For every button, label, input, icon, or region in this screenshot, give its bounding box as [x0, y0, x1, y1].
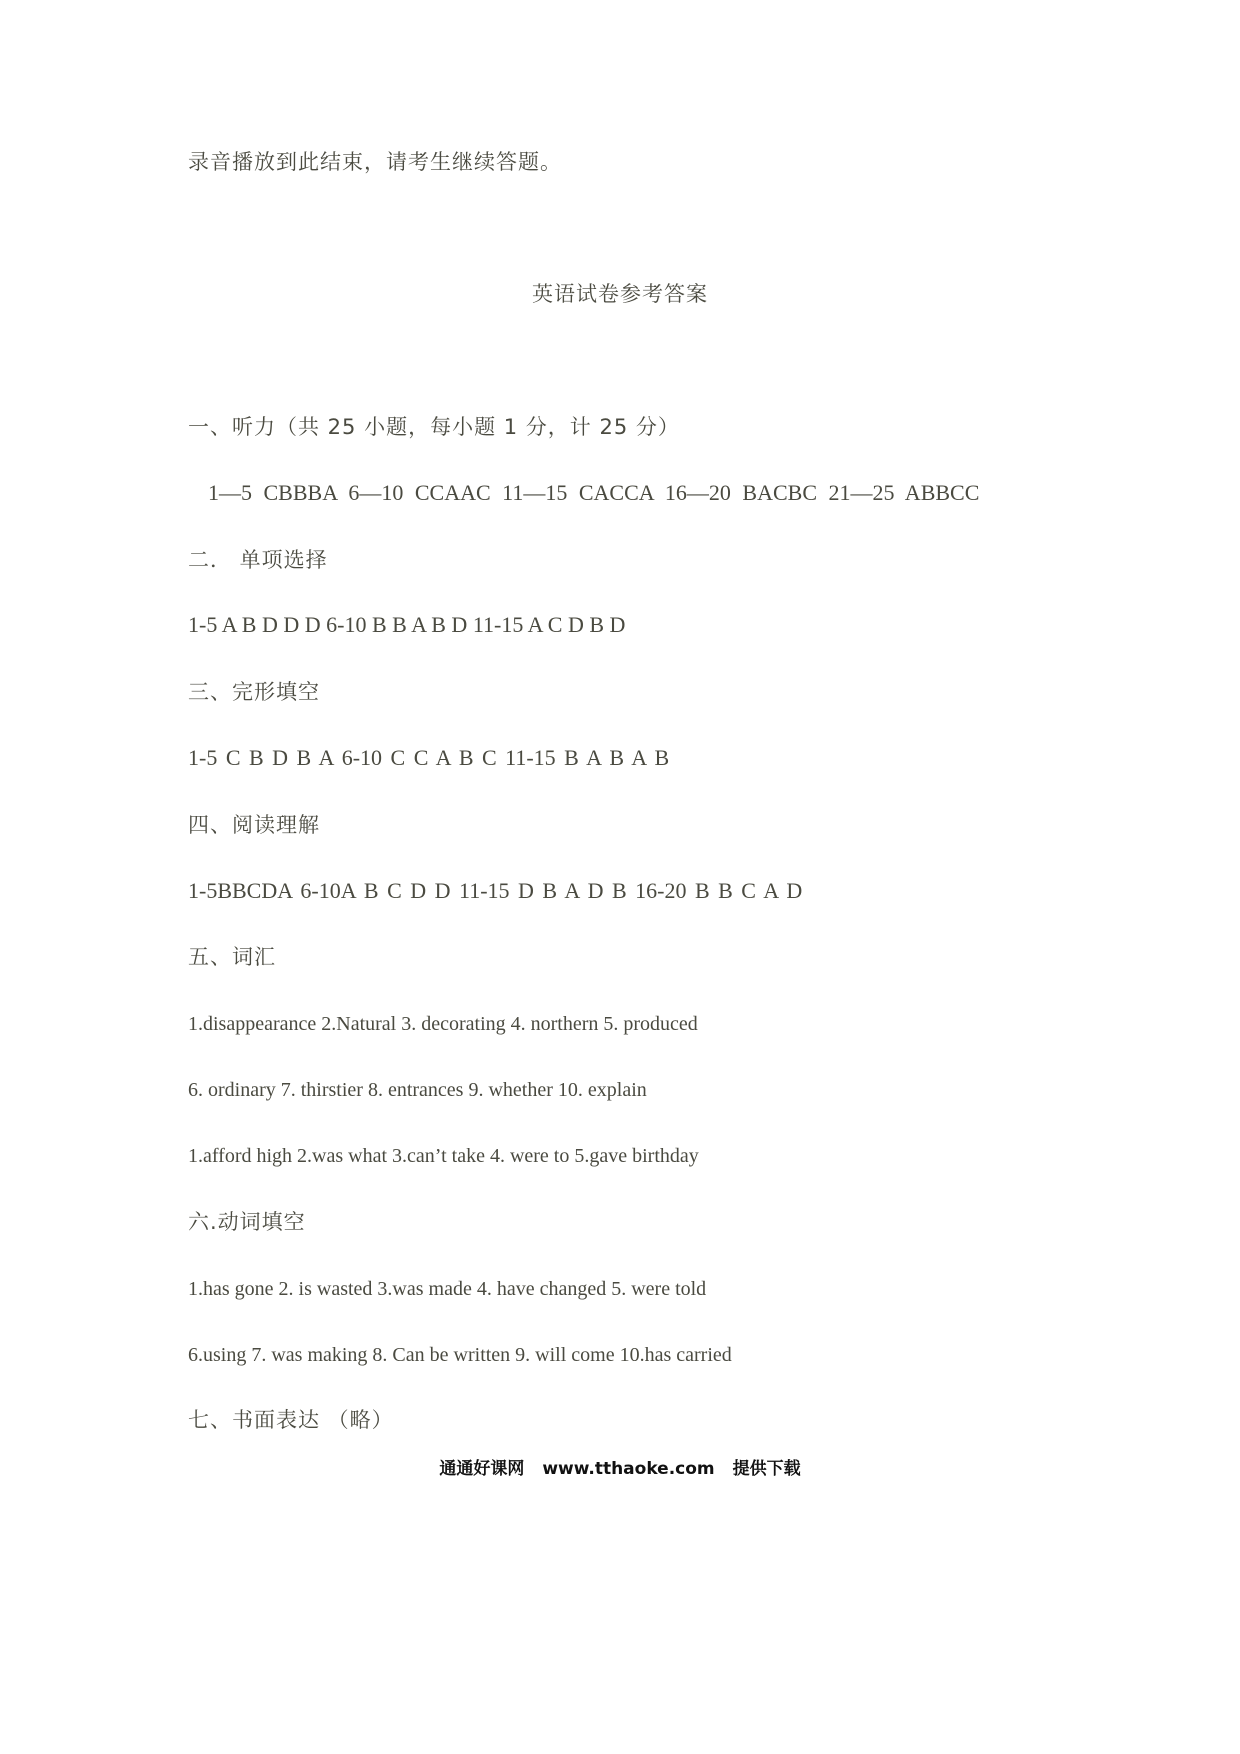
section-heading-listening: 一、听力（共 25 小题，每小题 1 分，计 25 分）	[188, 415, 680, 439]
answers-listening: 1—5 CBBBA 6—10 CCAAC 11—15 CACCA 16—20 BACBC 21—25 ABBCC	[208, 480, 980, 505]
section-heading-writing: 七、书面表达 （略）	[188, 1408, 394, 1432]
section-heading-single-choice: 二． 单项选择	[188, 548, 328, 572]
answers-reading: 1-5BBCDA 6-10A B C D D 11-15 D B A D B 16-20 B B C A D	[188, 878, 803, 903]
section-heading-reading: 四、阅读理解	[188, 813, 320, 837]
answers-cloze: 1-5 C B D B A 6-10 C C A B C 11-15 B A B A B	[188, 745, 670, 770]
answers-vocabulary-2: 6. ordinary 7. thirstier 8. entrances 9. whether 10. explain	[188, 1079, 647, 1101]
answers-vocabulary-1: 1.disappearance 2.Natural 3. decorating 4. northern 5. produced	[188, 1013, 698, 1035]
footer-site-name: 通通好课网	[439, 1459, 525, 1479]
intro-text: 录音播放到此结束，请考生继续答题。	[188, 150, 562, 174]
footer-note: 提供下载	[732, 1459, 801, 1479]
answers-verbs-1: 1.has gone 2. is wasted 3.was made 4. have changed 5. were told	[188, 1278, 707, 1300]
answers-verbs-2: 6.using 7. was making 8. Can be written 9. will come 10.has carried	[188, 1344, 732, 1366]
answers-vocabulary-3: 1.afford high 2.was what 3.can’t take 4. were to 5.gave birthday	[188, 1145, 699, 1167]
footer-url[interactable]: www.tthaoke.com	[542, 1459, 715, 1479]
answers-single-choice: 1-5 A B D D D 6-10 B B A B D 11-15 A C D B D	[188, 612, 626, 637]
section-heading-verbs: 六.动词填空	[188, 1210, 306, 1234]
section-heading-vocabulary: 五、词汇	[188, 945, 276, 969]
footer	[0, 1456, 1240, 1482]
page-title: 英语试卷参考答案	[532, 282, 708, 306]
section-heading-cloze: 三、完形填空	[188, 680, 320, 704]
